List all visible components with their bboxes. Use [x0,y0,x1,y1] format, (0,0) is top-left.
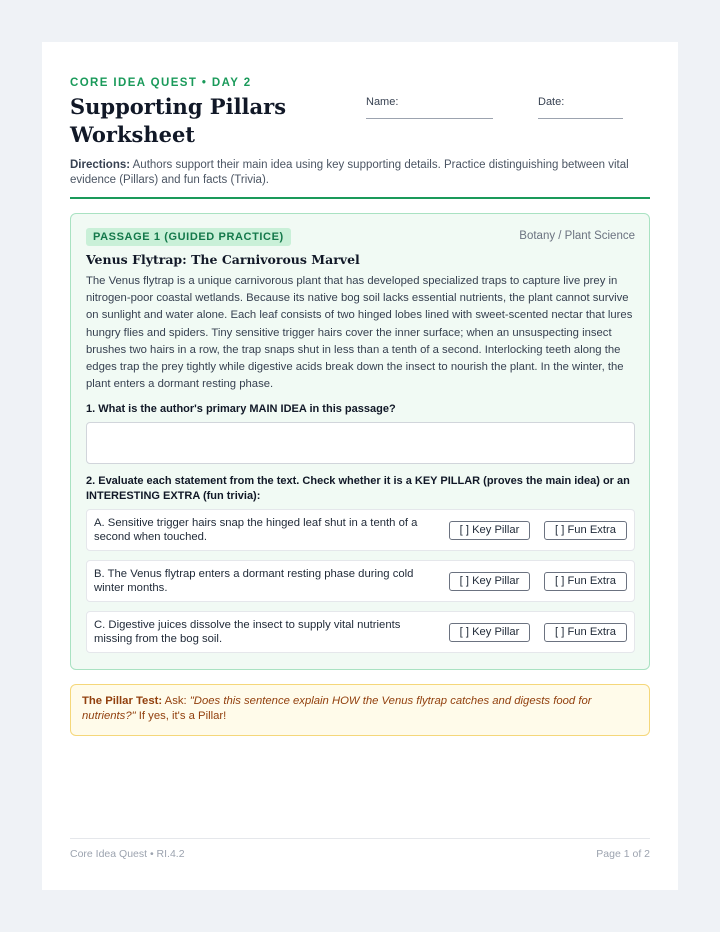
fun-extra-checkbox[interactable]: [ ] Fun Extra [544,572,627,591]
name-field[interactable] [366,96,398,108]
footer-divider [70,838,650,839]
passage-card [70,213,650,670]
fun-extra-checkbox[interactable]: [ ] Fun Extra [544,521,627,540]
page-title: Supporting Pillars Worksheet [70,94,287,147]
question-2-middle: (proves the main idea) or an [480,475,630,487]
interesting-extra-term: INTERESTING EXTRA [86,490,200,502]
worksheet-header [70,77,650,149]
main-idea-answer-box[interactable] [86,422,635,464]
page-number: Page 1 of 2 [596,848,650,860]
statement-text: C. Digestive juices dissolve the insect to supply vital nutrients missing from the bog soil. [94,619,401,645]
question-1-emphasis: MAIN IDEA [249,403,307,415]
statement-row-b [86,560,635,602]
question-1-suffix: in this passage? [306,403,396,415]
passage-title: Venus Flytrap: The Carnivorous Marvel [86,252,360,267]
eyebrow-label: CORE IDEA QUEST • DAY 2 [70,77,252,89]
name-line [366,118,493,119]
footer-left: Core Idea Quest • RI.4.2 [70,848,185,860]
fun-extra-checkbox[interactable]: [ ] Fun Extra [544,623,627,642]
worksheet-page [42,42,678,890]
question-2-prefix: 2. Evaluate each statement from the text. Check whether it is a [86,475,415,487]
header-divider [70,197,650,199]
date-label: Date: [538,96,565,108]
statement-text: A. Sensitive trigger hairs snap the hinged leaf shut in a tenth of a second when touched. [94,517,418,543]
key-pillar-checkbox[interactable]: [ ] Key Pillar [449,572,530,591]
key-pillar-checkbox[interactable]: [ ] Key Pillar [449,623,530,642]
date-line [538,118,623,119]
question-1-prefix: 1. What is the author's primary [86,403,250,415]
directions-text: Authors support their main idea using key supporting details. Practice distinguishing between vital evidence (Pillars) and fun facts (Trivia). [70,159,629,186]
key-pillar-term: KEY PILLAR [414,475,481,487]
tip-ask: Ask: [164,695,187,707]
pillar-test-tip [70,684,650,736]
tip-quote: "Does this sentence explain HOW the Venus flytrap catches and digests food for nutrients?" [82,695,592,722]
question-2 [86,474,636,504]
statement-row-c [86,611,635,653]
statement-row-a [86,509,635,551]
key-pillar-checkbox[interactable]: [ ] Key Pillar [449,521,530,540]
passage-subject: Botany / Plant Science [519,230,635,242]
passage-body: The Venus flytrap is a unique carnivorous plant that has developed specialized traps to capture live prey in nitrogen-poor coastal wetlands. Because its native bog soil lacks essential nutrients, the plant cannot survive on sunlight and water alone. Each leaf consists of two hinged lobes lined with sweet-scented nectar that lures hungry flies and spiders. Tiny sensitive trigger hairs cover the inner surface; when an unsuspecting insect brushes two hairs in a row, the trap snaps shut in less than a tenth of a second. Interlocking teeth along the edges trap the prey tightly while digestive acids break down the insect to nourish the plant. In the winter, the plant enters a dormant resting phase. [86,275,633,391]
tip-after: If yes, it's a Pillar! [138,710,227,722]
statement-text: B. The Venus flytrap enters a dormant resting phase during cold winter months. [94,568,414,594]
tip-label: The Pillar Test: [82,695,163,707]
passage-tag: PASSAGE 1 (GUIDED PRACTICE) [86,228,291,246]
question-2-suffix: (fun trivia): [199,490,261,502]
directions-label: Directions: [70,159,131,171]
name-label: Name: [366,96,399,108]
directions [70,158,640,188]
date-field[interactable] [538,96,564,108]
question-1 [86,403,396,415]
